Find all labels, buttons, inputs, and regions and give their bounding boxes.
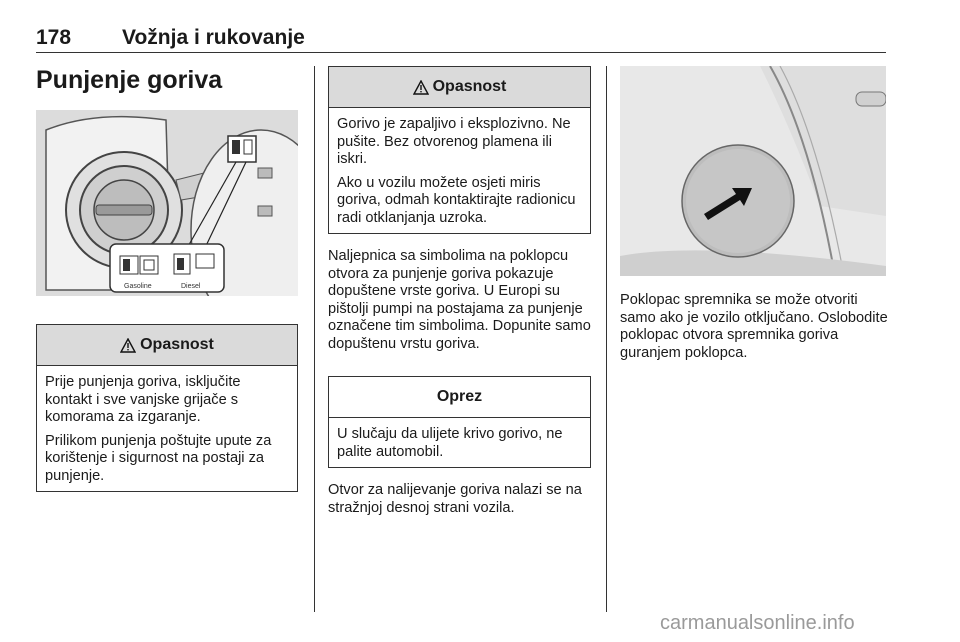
watermark: carmanualsonline.info [660,612,855,634]
caution-box-header [329,377,590,418]
fuel-location-paragraph: Otvor za nalijevanje goriva nalazi se na stražnjoj desnoj strani vozila. [328,482,582,516]
page-header [36,26,886,52]
warning-triangle-icon [413,80,429,95]
danger-box-1-paragraph-2: Prilikom punjenja poštujte upute za korištenje i sigurnost na postaji za punjenje. [45,432,272,484]
chapter-title: Vožnja i rukovanje [122,26,305,49]
fuel-door-release-paragraph: Poklopac spremnika se može otvoriti samo ako je vozilo otključano. Oslobodite poklopac otvora spremnika goriva guranjem poklopca. [620,292,888,361]
danger-box-2-title: Opasnost [432,78,507,95]
danger-box-2-header [329,67,590,108]
danger-box-1-title: Opasnost [140,336,214,353]
warning-triangle-icon [120,338,136,353]
caution-box [328,376,591,468]
danger-box-1-header [37,325,297,366]
danger-box-2 [328,66,591,234]
danger-box-1 [36,324,298,492]
danger-box-2-paragraph-1: Gorivo je zapaljivo i eksplozivno. Ne pušite. Bez otvorenog plamena ili iskri. [337,116,571,167]
gasoline-label: Gasoline [124,283,152,290]
column-divider-right [606,66,607,612]
column-divider-left [314,66,315,612]
fuel-label-paragraph: Naljepnica sa simbolima na poklopcu otvora za punjenje goriva pokazuje dopuštene vrste goriva. U Europi su pištolji pumpi na postajama za punjenje označene tim simbolima. Dopunite samo dopuštenu vrstu goriva. [328,248,591,352]
danger-box-2-paragraph-2: Ako u vozilu možete osjeti miris goriva, odmah kontaktirajte radionicu radi otklanjanja uzroka. [337,174,576,226]
section-title: Punjenje goriva [36,66,223,94]
fuel-door-illustration [620,66,886,276]
danger-box-1-paragraph-1: Prije punjenja goriva, isključite kontakt i sve vanjske grijače s komorama za izgaranje. [45,374,241,425]
fuel-flap-illustration [36,110,298,296]
page-number: 178 [36,26,72,49]
header-rule [36,52,886,53]
fuel-door-drawing [620,66,886,276]
diesel-label: Diesel [181,283,201,290]
caution-box-paragraph: U slučaju da ulijete krivo gorivo, ne palite automobil. [337,426,563,460]
caution-box-title: Oprez [436,388,483,405]
fuel-flap-drawing [36,110,298,296]
